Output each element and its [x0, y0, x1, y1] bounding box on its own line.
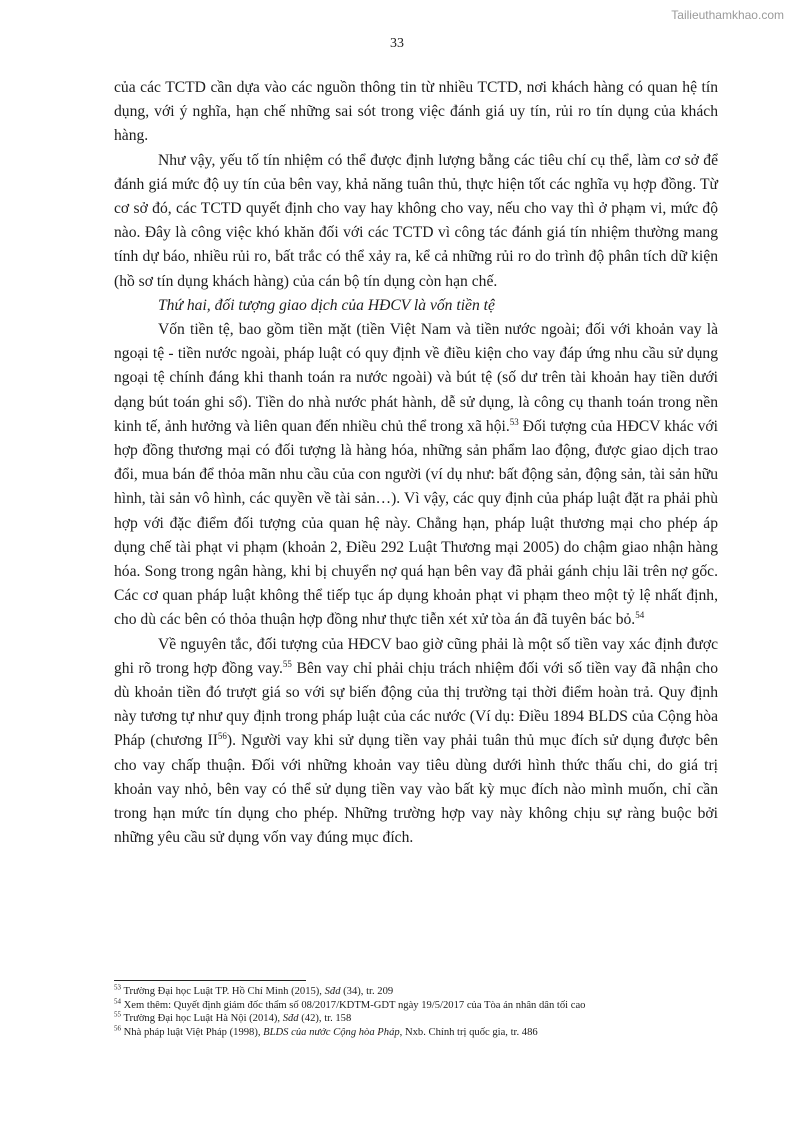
footnote-text: Nhà pháp luật Việt Pháp (1998),	[121, 1026, 264, 1038]
paragraph-3-text-a: Vốn tiền tệ, bao gồm tiền mặt (tiền Việt Nam và tiền nước ngoài; đối với khoản vay là ngoại tệ - tiền nước ngoài, pháp luật có quy định về điều kiện cho vay đáp ứng nhu cầu sử dụng ngoại tệ chính đáng khi thanh toán ra nước ngoài) và bút tệ (số dư trên tài khoản hay tiền dưới dạng bút toán ghi sổ). Tiền do nhà nước phát hành, dễ sử dụng, là công cụ thanh toán trong nền kinh tế, ảnh hưởng và liên quan đến nhiều chủ thể trong xã hội.	[114, 321, 718, 435]
footnotes	[114, 985, 724, 1039]
footnote-number: 54	[114, 997, 121, 1006]
paragraph-1: của các TCTD cần dựa vào các nguồn thông tin từ nhiều TCTD, nơi khách hàng có quan hệ tín dụng, với ý nghĩa, hạn chế những sai sót trong việc đánh giá uy tín, rủi ro tín dụng của khách hàng.	[114, 79, 718, 145]
footnote-italic: Sđd	[282, 1013, 299, 1025]
watermark-text: Tailieuthamkhao.com	[671, 8, 784, 22]
footnote-text: (42), tr. 158	[298, 1013, 352, 1025]
footnote-italic: Sđd	[324, 986, 341, 997]
footnote-text: , Nxb. Chính trị quốc gia, tr. 486	[399, 1026, 538, 1038]
footnote-number: 53	[114, 983, 121, 992]
paragraph-3	[114, 318, 718, 633]
footnote-italic: BLDS của nước Cộng hòa Pháp	[263, 1026, 400, 1038]
footnote-number: 55	[114, 1010, 121, 1019]
paragraph-4-text-a: Về nguyên tắc, đối tượng của HĐCV bao giờ cũng phải là một số tiền vay xác định được ghi rõ trong hợp đồng vay.	[114, 635, 718, 677]
paragraph-4-text-c: ). Người vay khi sử dụng tiền vay phải tuân thủ mục đích sử dụng được bên cho vay chấp thuận. Đối với những khoản vay tiêu dùng dưới hình thức thấu chi, do giá trị khoản vay nhỏ, bên vay có thể sử dụng tiền vay vào bất kỳ mục đích nào mình muốn, chỉ cần trong hạn mức tín dụng cho phép. Những trường hợp vay này không chịu sự ràng buộc bởi những yêu cầu sử dụng vốn vay đúng mục đích.	[114, 732, 718, 847]
footnote-item	[114, 1012, 724, 1026]
footnote-text: Trường Đại học Luật TP. Hồ Chí Minh (2015),	[121, 986, 325, 997]
section-subheading: Thứ hai, đối tượng giao dịch của HĐCV là vốn tiền tệ	[158, 296, 495, 314]
footnote-text: (34), tr. 209	[340, 986, 394, 997]
footnote-ref-55[interactable]: 55	[282, 658, 292, 669]
body-text	[114, 76, 718, 851]
paragraph-4-text-b: Bên vay chỉ phải chịu trách nhiệm đối với số tiền vay đã nhận cho dù khoản tiền đó trượt giá so với sự biến động của thị trường tại thời điểm hoàn trả. Quy định này tương tự như quy định trong pháp luật của các nước (Ví dụ: Điều 1894 BLDS của Cộng hòa Pháp (chương II	[114, 659, 718, 750]
paragraph-4	[114, 633, 718, 851]
footnote-ref-56[interactable]: 56	[217, 731, 227, 742]
footnote-item	[114, 985, 724, 999]
footnote-separator	[114, 980, 306, 981]
footnote-item	[114, 999, 724, 1013]
footnote-item	[114, 1026, 724, 1040]
footnote-number: 56	[114, 1024, 121, 1033]
footnote-text: Trường Đại học Luật Hà Nội (2014),	[121, 1013, 283, 1025]
footnote-ref-53[interactable]: 53	[509, 416, 519, 427]
page-number: 33	[390, 36, 404, 51]
paragraph-3-text-b: Đối tượng của HĐCV khác với hợp đồng thương mại có đối tượng là hàng hóa, những sản phẩm lao động, được giao dịch trao đổi, mua bán để thỏa mãn nhu cầu của con người (ví dụ như: bất động sản, động sản, tài sản hữu hình, tài sản vô hình, các quyền về tài sản…). Vì vậy, các quy định của pháp luật đặt ra phải phù hợp với đặc điểm đối tượng của quan hệ này. Chẳng hạn, pháp luật thương mại cho phép áp dụng chế tài phạt vi phạm (khoản 2, Điều 292 Luật Thương mại 2005) do chậm giao nhận hàng hóa. Song trong ngân hàng, khi bị chuyển nợ quá hạn bên vay đã phải gánh chịu lãi trên nợ gốc. Các cơ quan pháp luật không thể tiếp tục áp dụng khoản phạt vi phạm theo một tỷ lệ nhất định, cho dù các bên có thỏa thuận hợp đồng như thực tiễn xét xử tòa án đã tuyên bác bỏ.	[114, 417, 718, 629]
paragraph-2: Như vậy, yếu tố tín nhiệm có thể được định lượng bằng các tiêu chí cụ thể, làm cơ sở để đánh giá mức độ uy tín của bên vay, khả năng tuân thủ, thực hiện tốt các nghĩa vụ hợp đồng. Từ cơ sở đó, các TCTD quyết định cho vay hay không cho vay, nếu cho vay thì ở phạm vi, mức độ nào. Đây là công việc khó khăn đối với các TCTD vì công tác đánh giá tín nhiệm thường mang tính dự báo, nhiều rủi ro, bất trắc có thể xảy ra, kể cả những rủi ro do trình độ phân tích dữ kiện (hồ sơ tín dụng khách hàng) của cán bộ tín dụng còn hạn chế.	[114, 151, 718, 290]
footnote-text: Xem thêm: Quyết định giám đốc thẩm số 08/2017/KDTM-GDT ngày 19/5/2017 của Tòa án nhân dân tối cao	[121, 999, 586, 1011]
footnote-ref-54[interactable]: 54	[635, 610, 645, 621]
